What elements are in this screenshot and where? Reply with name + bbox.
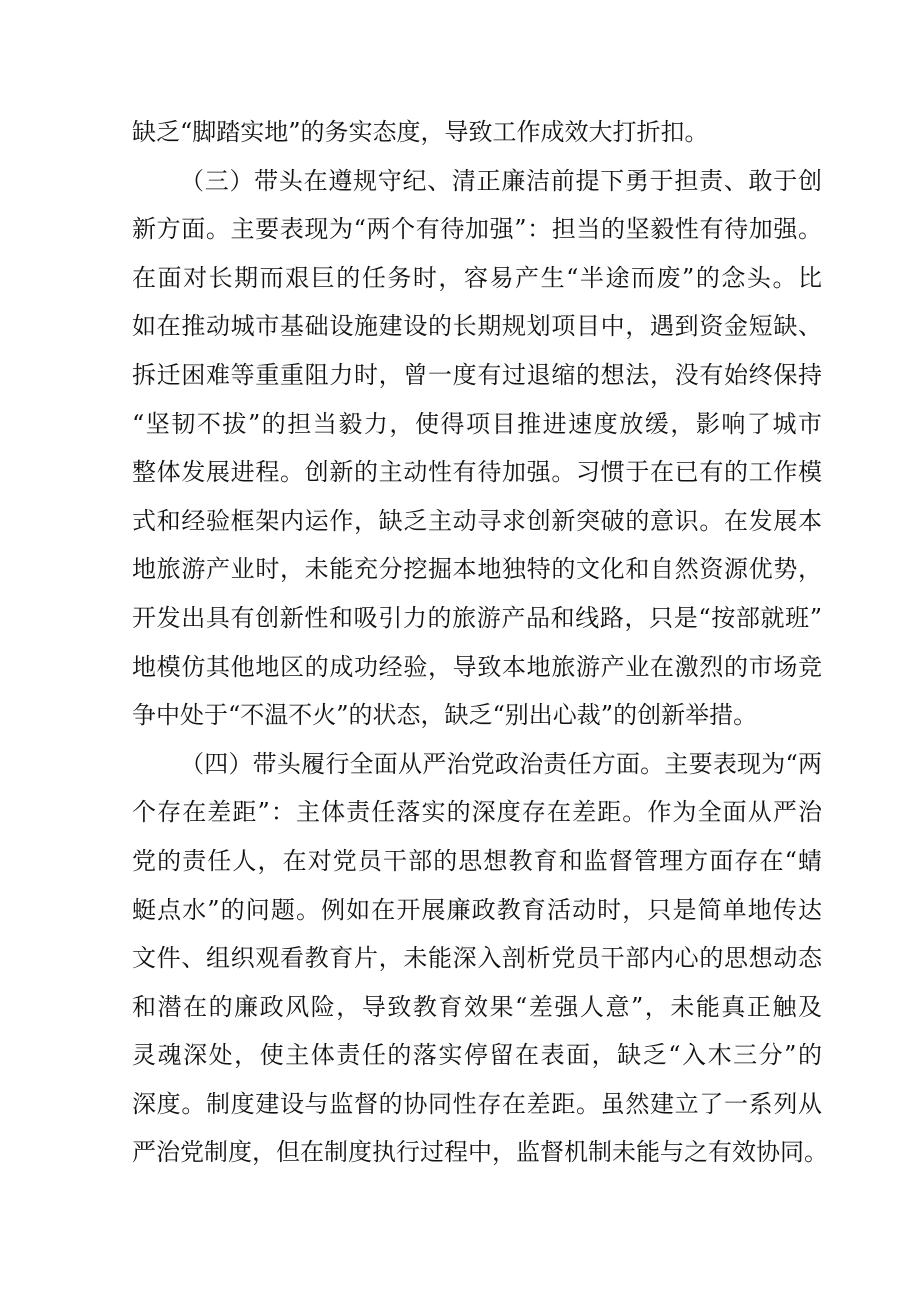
paragraph-heading-line: （三）带头在遵规守纪、清正廉洁前提下勇于担责、敢于创 [180, 166, 822, 195]
text-line: 党的责任人，在对党员干部的思想教育和监督管理方面存在“蜻 [132, 846, 822, 875]
text-line: 个存在差距”：主体责任落实的深度存在差距。作为全面从严治 [132, 798, 822, 827]
text-line: 新方面。主要表现为“两个有待加强”：担当的坚毅性有待加强。 [132, 215, 822, 244]
text-line: “坚韧不拔”的担当毅力，使得项目推进速度放缓，影响了城市 [132, 409, 822, 438]
text-line: 灵魂深处，使主体责任的落实停留在表面，缺乏“入木三分”的 [132, 1041, 822, 1070]
text-line: 拆迁困难等重重阻力时，曾一度有过退缩的想法，没有始终保持 [132, 360, 822, 389]
text-line: 严治党制度，但在制度执行过程中，监督机制未能与之有效协同。 [132, 1138, 828, 1167]
text-line: 如在推动城市基础设施建设的长期规划项目中，遇到资金短缺、 [132, 312, 822, 341]
paragraph-heading-line: （四）带头履行全面从严治党政治责任方面。主要表现为“两 [180, 749, 822, 778]
text-line: 地旅游产业时，未能充分挖掘本地独特的文化和自然资源优势， [132, 555, 822, 584]
text-line: 整体发展进程。创新的主动性有待加强。习惯于在已有的工作模 [132, 458, 822, 487]
text-line: 在面对长期而艰巨的任务时，容易产生“半途而废”的念头。比 [132, 263, 822, 292]
text-line: 地模仿其他地区的成功经验，导致本地旅游产业在激烈的市场竞 [132, 652, 822, 681]
text-line: 争中处于“不温不火”的状态，缺乏“别出心裁”的创新举措。 [132, 701, 758, 730]
text-line: 蜓点水”的问题。例如在开展廉政教育活动时，只是简单地传达 [132, 895, 822, 924]
text-line: 开发出具有创新性和吸引力的旅游产品和线路，只是“按部就班” [132, 603, 822, 632]
text-line: 式和经验框架内运作，缺乏主动寻求创新突破的意识。在发展本 [132, 506, 822, 535]
text-line: 文件、组织观看教育片，未能深入剖析党员干部内心的思想动态 [132, 944, 822, 973]
document-body [132, 108, 828, 1177]
text-line: 深度。制度建设与监督的协同性存在差距。虽然建立了一系列从 [132, 1089, 822, 1118]
text-line: 和潜在的廉政风险，导致教育效果“差强人意”，未能真正触及 [132, 992, 822, 1021]
text-line: 缺乏“脚踏实地”的务实态度，导致工作成效大打折扣。 [132, 118, 709, 146]
